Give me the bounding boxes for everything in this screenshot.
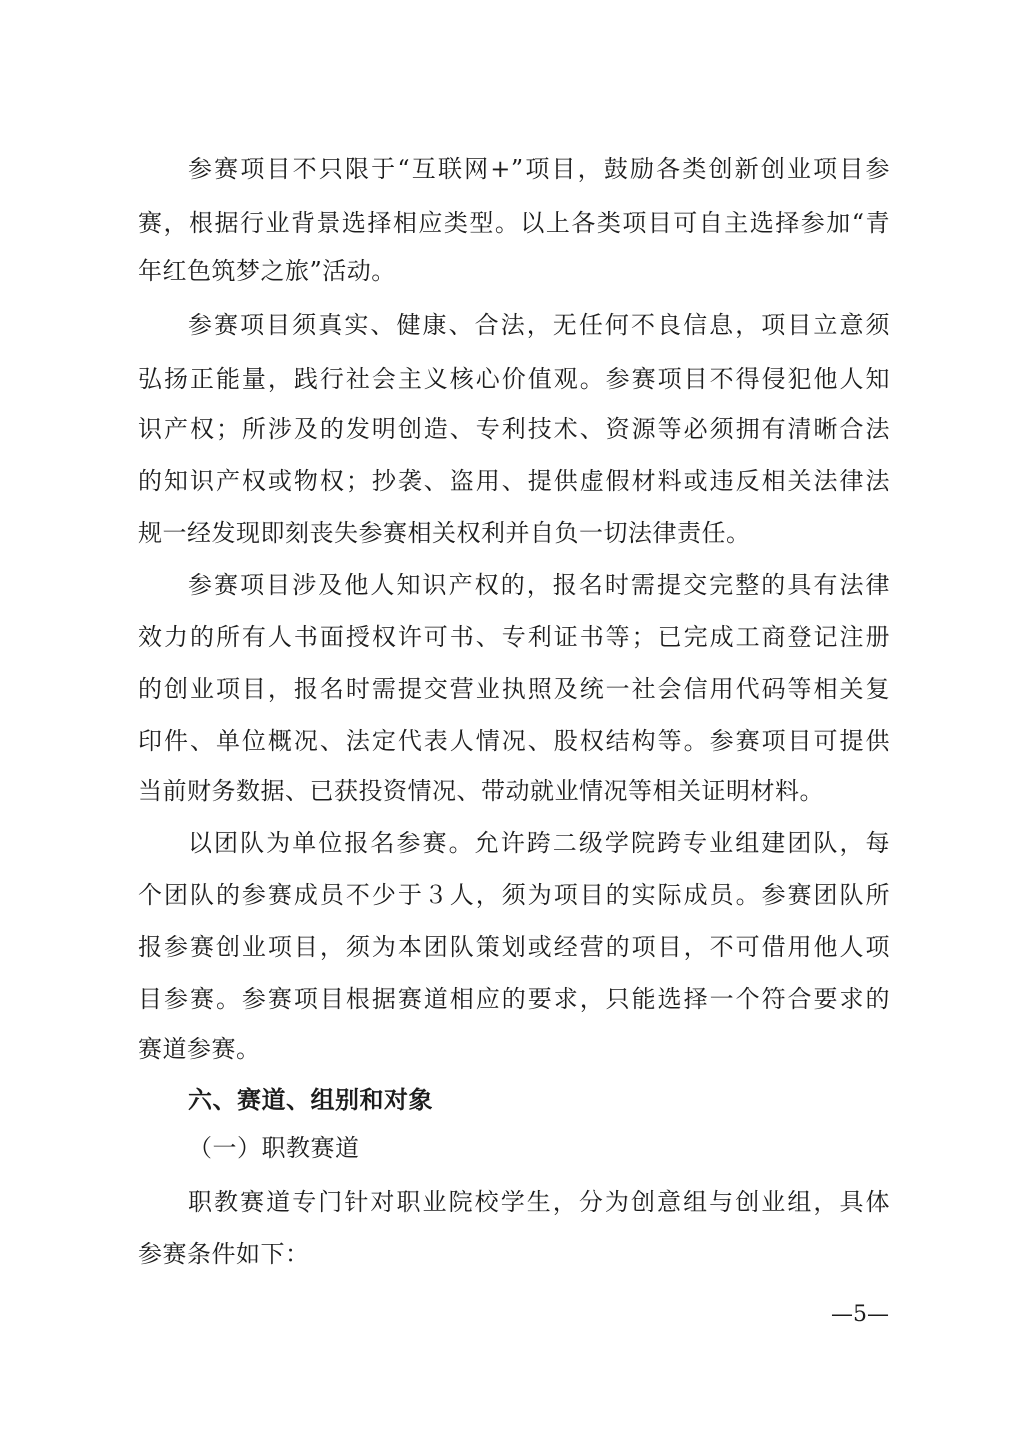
final-paragraph-line-2: 参赛条件如下： <box>138 1240 310 1268</box>
paragraph-3-line-3: 的创业项目，报名时需提交营业执照及统一社会信用代码等相关复 <box>138 675 890 703</box>
paragraph-1-line-1: 参赛项目不只限于“互联网+”项目，鼓励各类创新创业项目参 <box>188 155 890 183</box>
paragraph-4-line-5: 赛道参赛。 <box>138 1035 261 1063</box>
paragraph-2-line-5: 规一经发现即刻丧失参赛相关权利并自负一切法律责任。 <box>138 519 751 547</box>
paragraph-1-line-2: 赛，根据行业背景选择相应类型。以上各类项目可自主选择参加“青 <box>138 209 890 237</box>
paragraph-2-line-2: 弘扬正能量，践行社会主义核心价值观。参赛项目不得侵犯他人知 <box>138 365 890 393</box>
page-number: —5— <box>831 1302 889 1327</box>
paragraph-3-line-2: 效力的所有人书面授权许可书、专利证书等；已完成工商登记注册 <box>138 623 890 651</box>
section-heading: 六、赛道、组别和对象 <box>188 1086 433 1114</box>
paragraph-4-line-3: 报参赛创业项目，须为本团队策划或经营的项目，不可借用他人项 <box>138 933 890 961</box>
paragraph-3-line-4: 印件、单位概况、法定代表人情况、股权结构等。参赛项目可提供 <box>138 727 890 755</box>
paragraph-4-line-2: 个团队的参赛成员不少于３人，须为项目的实际成员。参赛团队所 <box>138 881 890 909</box>
paragraph-3-line-1: 参赛项目涉及他人知识产权的，报名时需提交完整的具有法律 <box>188 571 890 599</box>
paragraph-1-line-3: 年红色筑梦之旅”活动。 <box>138 257 396 285</box>
paragraph-4-line-1: 以团队为单位报名参赛。允许跨二级学院跨专业组建团队，每 <box>188 829 890 857</box>
paragraph-2-line-3: 识产权；所涉及的发明创造、专利技术、资源等必须拥有清晰合法 <box>138 415 890 443</box>
paragraph-2-line-4: 的知识产权或物权；抄袭、盗用、提供虚假材料或违反相关法律法 <box>138 467 890 495</box>
paragraph-3-line-5: 当前财务数据、已获投资情况、带动就业情况等相关证明材料。 <box>138 777 824 805</box>
paragraph-2-line-1: 参赛项目须真实、健康、合法，无任何不良信息，项目立意须 <box>188 311 890 339</box>
final-paragraph-line-1: 职教赛道专门针对职业院校学生，分为创意组与创业组，具体 <box>188 1188 890 1216</box>
subsection-heading: （一）职教赛道 <box>188 1134 360 1162</box>
paragraph-4-line-4: 目参赛。参赛项目根据赛道相应的要求，只能选择一个符合要求的 <box>138 985 890 1013</box>
